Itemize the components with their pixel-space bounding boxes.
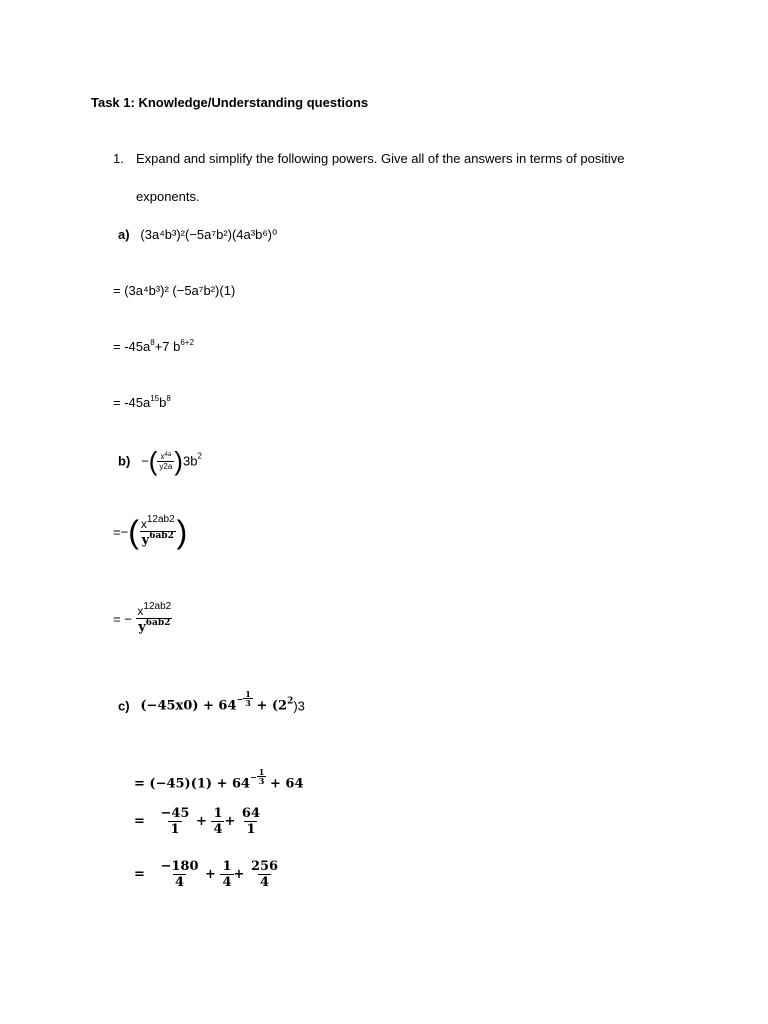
question-number: 1. [113,151,124,166]
part-a [118,227,277,243]
part-a-label: a) [118,227,130,242]
part-b-step-1: =−( $\frac{x^{12ab2}}{y^{6ab2}}$ ) [113,514,188,550]
part-a-step-1: = (3a⁴b³)² (−5a⁷b²)(1) [113,283,236,298]
part-a-step-2: = $-45a^8+7$ $b^{6+2}$ [113,338,194,354]
part-b-fraction: $\frac{x^{4a}}{y2a}$ [159,451,173,471]
part-c-step-1: = (−45)(1) + 64 − $\frac{1}{3}$ + 64 [134,767,304,792]
question-text-line1: Expand and simplify the following powers. Give all of the answers in terms of positive [136,151,625,166]
question-text-line2: exponents. [136,189,200,204]
part-c: c) (−45x0) + 64 − $\frac{1}{3}$ + $(2^2)3$ [118,689,305,714]
part-b-step-2: = − $\frac{x^{12ab2}}{y^{6ab2}}$ [113,601,172,635]
part-c-label: c) [118,698,130,714]
part-b: b) −( $\frac{x^{4a}}{y2a}$ )$3b^2$ [118,446,202,476]
part-b-step-1-fraction: $\frac{x^{12ab2}}{y^{6ab2}}$ [140,514,175,548]
part-b-step-2-fraction: $\frac{x^{12ab2}}{y^{6ab2}}$ [137,601,172,635]
part-a-expression: (3a⁴b³)²(−5a⁷b²)(4a³b⁶)⁰ [140,227,278,242]
part-c-step-3: = $\frac{-180}{4}$ + $\frac{1}{4}$ + $\frac{256}{4}$ [134,859,279,890]
part-c-step-2: = $\frac{-45}{1}$ + $\frac{1}{4}$ + $\frac{64}{1}$ [134,806,261,837]
part-a-step-3: = $-45a^{15}b^8$ [113,394,171,410]
page-title: Task 1: Knowledge/Understanding questions [91,95,369,110]
part-b-label: b) [118,453,131,469]
